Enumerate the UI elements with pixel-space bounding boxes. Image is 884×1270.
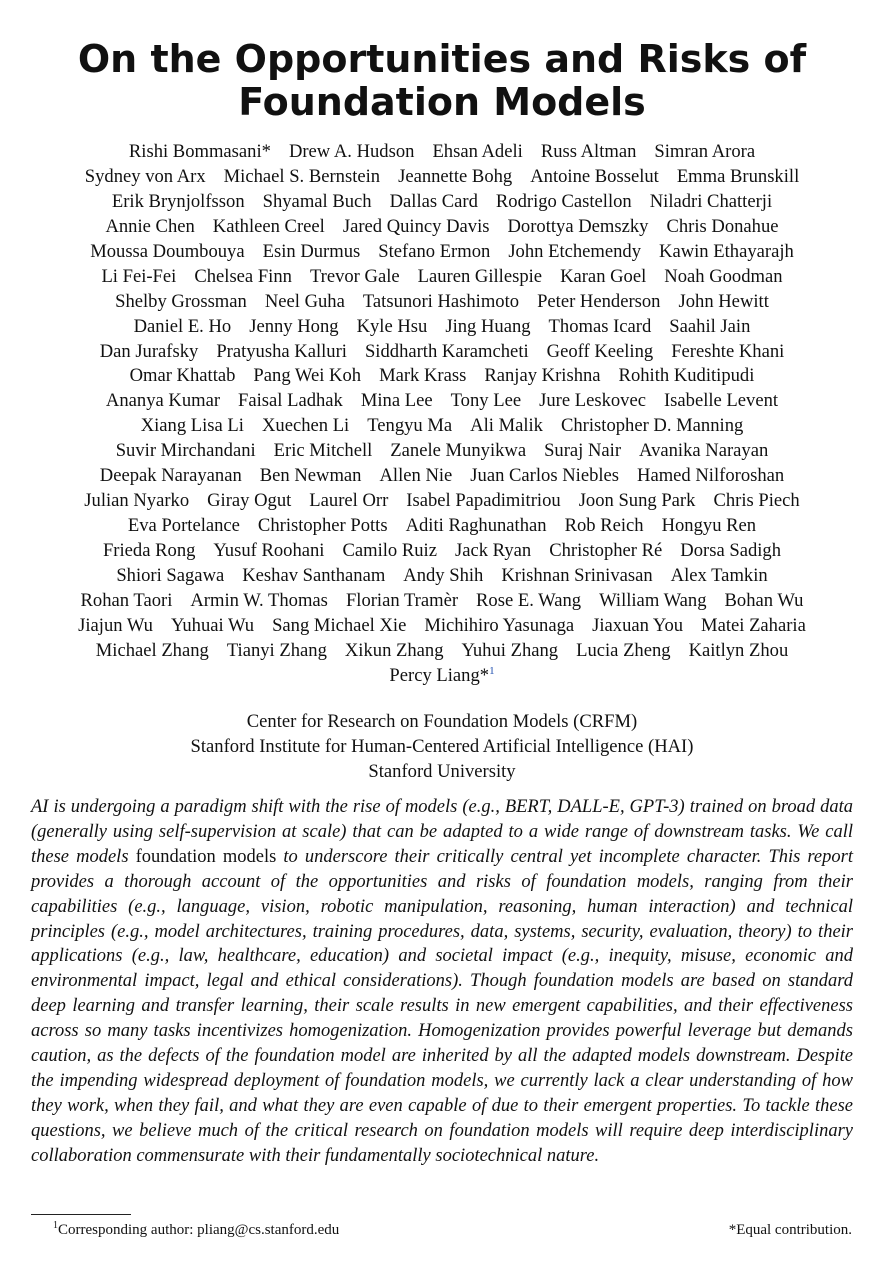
author-name: John Hewitt <box>678 290 769 312</box>
author-name: Chris Piech <box>713 490 800 512</box>
author-name: Trevor Gale <box>309 265 400 287</box>
author-name: Dorsa Sadigh <box>680 540 782 561</box>
footnote-divider <box>31 1214 131 1215</box>
affiliation-line: Stanford University <box>368 761 516 782</box>
author-name: Suvir Mirchandani <box>115 440 256 462</box>
author-name: Omar Khattab <box>129 365 236 387</box>
author-name: Michael Zhang <box>95 639 209 661</box>
author-name: Eric Mitchell <box>273 440 373 462</box>
author-name: Deepak Narayanan <box>99 465 242 487</box>
author-name: Tianyi Zhang <box>226 639 327 661</box>
author-name: Faisal Ladhak <box>238 390 343 412</box>
author-name: Rob Reich <box>564 515 644 537</box>
author-name: Michihiro Yasunaga <box>424 614 575 636</box>
author-line <box>20 389 864 414</box>
author-line <box>20 564 864 589</box>
author-name: Kathleen Creel <box>212 215 325 237</box>
author-name: Tony Lee <box>450 390 522 412</box>
author-name: Aditi Raghunathan <box>405 515 547 537</box>
author-name: Esin Durmus <box>262 240 361 262</box>
author-name: Rohith Kuditipudi <box>618 365 755 387</box>
author-name: Mina Lee <box>360 390 433 412</box>
author-name: Emma Brunskill <box>676 165 800 187</box>
footnote-reference-link[interactable]: 1 <box>489 664 495 677</box>
abstract <box>31 795 853 1169</box>
author-name: Rodrigo Castellon <box>495 190 632 212</box>
author-name: Yuhui Zhang <box>461 639 559 661</box>
abstract-text: to underscore their critically central yet incomplete character. This report provides a thorough account of the opportunities and risks of foundation models, ranging from their capabilities (e.g., language, vision, robotic manipulation, reasoning, human interaction) and technical principles (e.g., model architectures, training procedures, data, systems, security, evaluation, theory) to their applications (e.g., law, healthcare, education) and societal impact (e.g., inequity, misuse, economic and environmental impact, legal and ethical considerations). Though foundation models are based on standard deep learning and transfer learning, their scale results in new emergent capabilities, and their effectiveness across so many tasks incentivizes homogenization. Homogenization provides powerful leverage but demands caution, as the defects of the foundation model are inherited by all the adapted models downstream. Despite the impending widespread deployment of foundation models, we currently lack a clear understanding of how they work, when they fail, and what they are even capable of due to their emergent properties. To tackle these questions, we believe much of the critical research on foundation models will require deep interdisciplinary collaboration commensurate with their fundamentally sociotechnical nature. <box>31 846 853 1166</box>
author-name: Lucia Zheng <box>576 639 671 661</box>
author-line <box>20 340 864 365</box>
author-name: Kyle Hsu <box>356 315 428 337</box>
author-name: Thomas Icard <box>548 315 652 337</box>
author-name: Frieda Rong <box>102 540 196 561</box>
author-name: Joon Sung Park <box>578 490 696 512</box>
affiliation-block <box>0 709 884 784</box>
author-name: Shelby Grossman <box>115 290 247 312</box>
author-name: Li Fei-Fei <box>101 265 177 287</box>
author-name: Shyamal Buch <box>262 190 372 212</box>
author-name: Daniel E. Ho <box>133 315 232 337</box>
author-name: Xuechen Li <box>261 415 350 437</box>
author-name: Jing Huang <box>445 315 531 337</box>
paper-title <box>0 38 884 124</box>
author-name: Christopher Potts <box>257 515 388 537</box>
footnote-mark: 1 <box>53 1220 58 1231</box>
author-name: Jared Quincy Davis <box>342 215 490 237</box>
abstract-key-term: foundation models <box>135 846 277 867</box>
author-name: Mark Krass <box>379 365 467 387</box>
footnote-corresponding-author <box>53 1220 339 1240</box>
author-name: Fereshte Khani <box>671 340 785 362</box>
author-line <box>20 364 864 389</box>
abstract-text: AI is undergoing a paradigm shift with the rise of models (e.g., BERT, DALL-E, GPT-3) trained on broad data (generally using self-supervision at scale) that can be adapted to a wide range of downstream tasks. We call these models <box>31 797 853 867</box>
author-name: Percy Liang* <box>389 664 490 686</box>
author-line <box>20 265 864 290</box>
author-name: Sydney von Arx <box>84 165 206 187</box>
author-name: John Etchemendy <box>508 240 642 262</box>
author-name: Lauren Gillespie <box>417 265 543 287</box>
author-name: Laurel Orr <box>309 490 389 512</box>
author-name: Tatsunori Hashimoto <box>362 290 520 312</box>
author-name: Geoff Keeling <box>546 340 654 362</box>
author-name: Karan Goel <box>560 265 647 287</box>
author-name: Dan Jurafsky <box>99 340 199 362</box>
author-name: Rohan Taori <box>80 589 173 611</box>
author-name: Allen Nie <box>379 465 453 487</box>
author-name: Jeannette Bohg <box>398 165 513 187</box>
author-name: Yuhuai Wu <box>170 614 255 636</box>
author-name: Florian Tramèr <box>345 589 459 611</box>
paper-title-line: On the Opportunities and Risks of <box>77 37 807 81</box>
author-line <box>20 514 864 539</box>
author-name: Isabel Papadimitriou <box>406 490 561 512</box>
author-line <box>20 489 864 514</box>
author-name: Drew A. Hudson <box>288 141 415 162</box>
author-name: Rose E. Wang <box>476 589 582 611</box>
author-name: Moussa Doumbouya <box>90 240 245 262</box>
author-name: Niladri Chatterji <box>649 190 773 212</box>
author-name: Ben Newman <box>259 465 362 487</box>
author-line <box>20 315 864 340</box>
author-name: Julian Nyarko <box>84 490 190 512</box>
author-line <box>20 414 864 439</box>
author-name: Russ Altman <box>540 141 637 162</box>
author-name: Ali Malik <box>470 415 543 437</box>
author-line <box>20 165 864 190</box>
author-name: Saahil Jain <box>669 315 751 337</box>
author-name: Keshav Santhanam <box>242 564 386 586</box>
author-name: Christopher Ré <box>549 540 663 561</box>
author-line <box>20 464 864 489</box>
author-name: Rishi Bommasani* <box>128 141 271 162</box>
author-name: Chris Donahue <box>666 215 779 237</box>
author-name: Ehsan Adeli <box>432 141 523 162</box>
affiliation-line: Center for Research on Foundation Models (CRFM) <box>246 711 638 732</box>
author-line <box>20 240 864 265</box>
author-name: Chelsea Finn <box>194 265 292 287</box>
author-line <box>20 190 864 215</box>
author-name: Bohan Wu <box>724 589 804 611</box>
author-name: Jenny Hong <box>249 315 339 337</box>
author-name: Armin W. Thomas <box>190 589 328 611</box>
author-name: William Wang <box>599 589 707 611</box>
author-name: Juan Carlos Niebles <box>470 465 620 487</box>
author-name: Peter Henderson <box>537 290 661 312</box>
author-name: Pratyusha Kalluri <box>216 340 347 362</box>
author-name: Sang Michael Xie <box>272 614 407 636</box>
author-name: Eva Portelance <box>127 515 240 537</box>
author-list <box>20 140 864 689</box>
author-name: Kawin Ethayarajh <box>659 240 794 262</box>
author-name: Yusuf Roohani <box>213 540 325 561</box>
author-name: Kaitlyn Zhou <box>688 639 789 661</box>
author-name: Stefano Ermon <box>378 240 491 262</box>
author-name: Antoine Bosselut <box>530 165 659 187</box>
author-name: Pang Wei Koh <box>253 365 362 387</box>
paper-title-line: Foundation Models <box>238 80 646 124</box>
author-name: Alex Tamkin <box>670 564 768 586</box>
author-name: Noah Goodman <box>664 265 783 287</box>
author-name: Annie Chen <box>105 215 195 237</box>
author-line <box>20 290 864 315</box>
author-name: Andy Shih <box>403 564 484 586</box>
author-name: Jack Ryan <box>454 540 532 561</box>
author-name: Ananya Kumar <box>105 390 221 412</box>
author-name: Tengyu Ma <box>367 415 453 437</box>
author-name: Ranjay Krishna <box>484 365 601 387</box>
author-name: Jiajun Wu <box>78 614 153 636</box>
author-name: Suraj Nair <box>544 440 622 462</box>
author-name: Camilo Ruiz <box>342 540 437 561</box>
author-line <box>20 439 864 464</box>
author-name: Isabelle Levent <box>663 390 779 412</box>
author-name: Matei Zaharia <box>701 614 806 636</box>
author-name: Zanele Munyikwa <box>390 440 527 462</box>
author-line <box>20 664 864 689</box>
author-name: Jiaxuan You <box>592 614 684 636</box>
author-name: Giray Ogut <box>207 490 292 512</box>
author-name: Michael S. Bernstein <box>223 165 381 187</box>
author-name: Hongyu Ren <box>661 515 757 537</box>
author-name: Avanika Narayan <box>639 440 769 462</box>
author-line <box>20 589 864 614</box>
author-name: Dallas Card <box>389 190 478 212</box>
author-name: Krishnan Srinivasan <box>501 564 653 586</box>
author-name: Simran Arora <box>654 141 756 162</box>
footnote-equal-contribution: *Equal contribution. <box>728 1222 852 1238</box>
author-line <box>20 215 864 240</box>
author-name: Christopher D. Manning <box>560 415 744 437</box>
author-line <box>20 539 864 564</box>
author-name: Siddharth Karamcheti <box>364 340 529 362</box>
author-name: Jure Leskovec <box>539 390 646 412</box>
author-name: Neel Guha <box>264 290 345 312</box>
author-name: Dorottya Demszky <box>507 215 649 237</box>
author-line <box>20 639 864 664</box>
author-name: Hamed Nilforoshan <box>637 465 785 487</box>
author-name: Xikun Zhang <box>344 639 444 661</box>
affiliation-line: Stanford Institute for Human-Centered Artificial Intelligence (HAI) <box>190 736 694 757</box>
author-name: Erik Brynjolfsson <box>111 190 245 212</box>
author-name: Xiang Lisa Li <box>140 415 244 437</box>
author-name: Shiori Sagawa <box>116 564 225 586</box>
footnote-text: Corresponding author: pliang@cs.stanford.edu <box>58 1222 340 1238</box>
author-line <box>20 140 864 165</box>
author-line <box>20 614 864 639</box>
